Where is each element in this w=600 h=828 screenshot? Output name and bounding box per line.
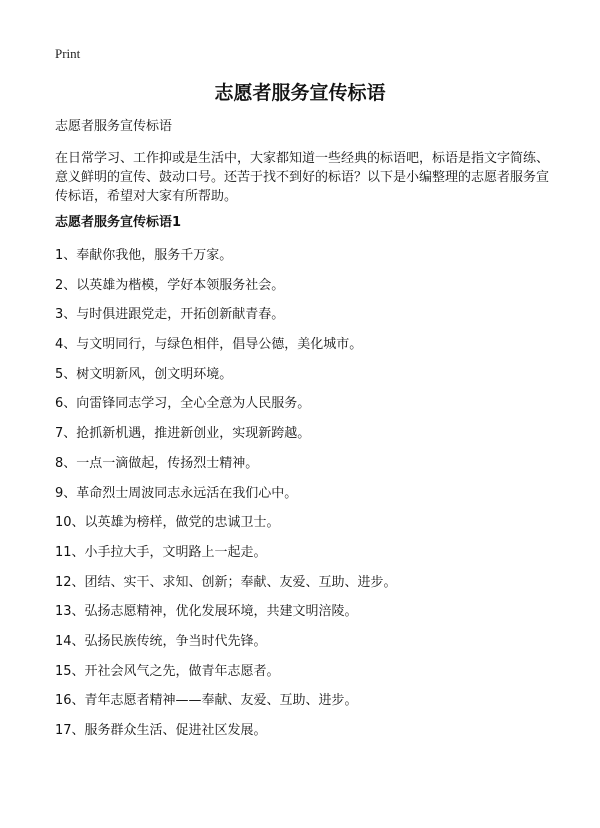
list-item: 14、弘扬民族传统，争当时代先锋。: [55, 633, 267, 649]
list-item: 4、与文明同行，与绿色相伴，倡导公德，美化城市。: [55, 337, 363, 353]
slogan-list: [55, 247, 555, 752]
list-item: 9、革命烈士周波同志永远活在我们心中。: [55, 485, 298, 501]
document-subtitle: 志愿者服务宣传标语: [55, 119, 173, 134]
list-item: 5、树文明新风，创文明环境。: [55, 366, 233, 382]
list-item: 10、以英雄为榜样，做党的忠诚卫士。: [55, 515, 280, 531]
list-item: 15、开社会风气之先，做青年志愿者。: [55, 663, 280, 679]
section-heading: 志愿者服务宣传标语1: [55, 215, 182, 230]
list-item: 16、青年志愿者精神——奉献、友爱、互助、进步。: [55, 693, 358, 709]
list-item: 6、向雷锋同志学习，全心全意为人民服务。: [55, 396, 311, 412]
list-item: 7、抢抓新机遇，推进新创业，实现新跨越。: [55, 426, 311, 442]
page-title: 志愿者服务宣传标语: [214, 82, 386, 104]
list-item: 13、弘扬志愿精神，优化发展环境，共建文明涪陵。: [55, 604, 358, 620]
list-item: 3、与时俱进跟党走，开拓创新献青春。: [55, 307, 285, 323]
list-item: 8、一点一滴做起，传扬烈士精神。: [55, 455, 259, 471]
list-item: 12、团结、实干、求知、创新；奉献、友爱、互助、进步。: [55, 574, 397, 590]
print-link[interactable]: Print: [55, 46, 81, 61]
list-item: 17、服务群众生活、促进社区发展。: [55, 723, 267, 738]
list-item: 1、奉献你我他，服务千万家。: [55, 248, 233, 263]
list-item: 2、以英雄为楷模，学好本领服务社会。: [55, 277, 285, 293]
list-item: 11、小手拉大手，文明路上一起走。: [55, 544, 267, 560]
intro-paragraph: 在日常学习、工作抑或是生活中，大家都知道一些经典的标语吧，标语是指文字简练、意义鲜明的宣传、鼓动口号。还苦于找不到好的标语？以下是小编整理的志愿者服务宣传标语，希望对大家有所帮助。: [55, 151, 550, 204]
